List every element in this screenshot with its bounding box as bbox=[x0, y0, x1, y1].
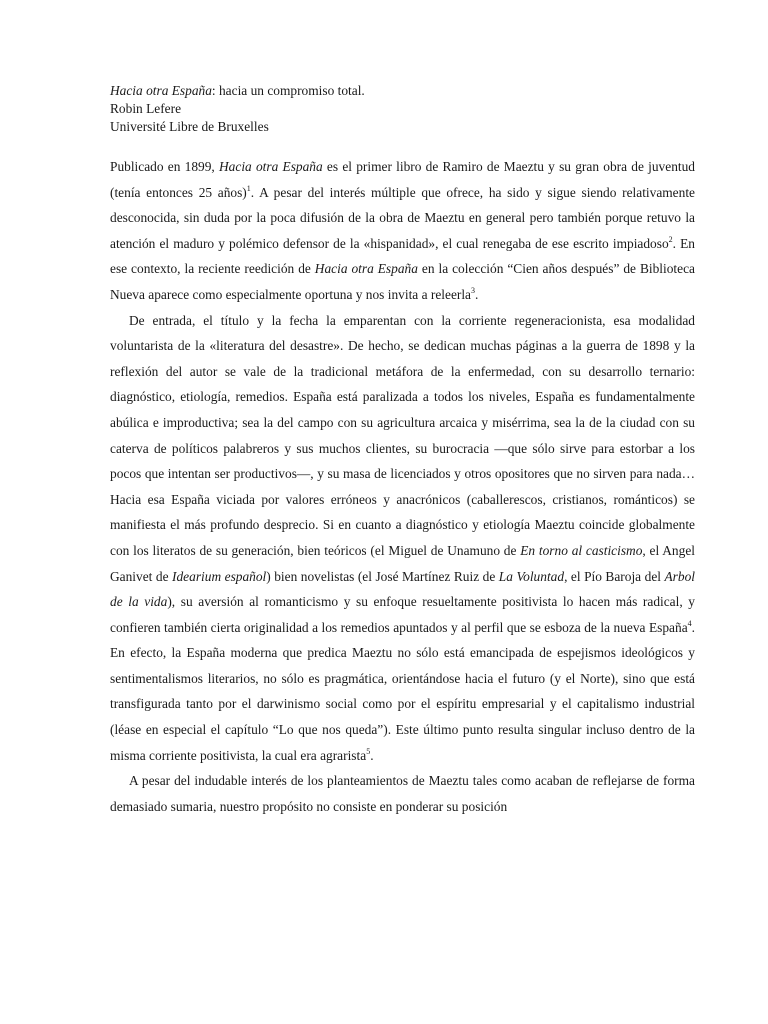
article-title-rest: : hacia un compromiso total. bbox=[211, 83, 365, 98]
text-run: . bbox=[475, 286, 479, 302]
italic-text: En torno al casticismo bbox=[520, 542, 643, 558]
text-run: ) bien novelistas (el José Martínez Ruiz de bbox=[266, 568, 499, 584]
article-title-italic: Hacia otra España bbox=[110, 83, 212, 98]
italic-text: Arbol de la vida bbox=[110, 568, 695, 610]
footnote-reference: 2 bbox=[668, 234, 673, 244]
text-run: , el Angel Ganivet de bbox=[110, 542, 695, 584]
footnote-reference: 4 bbox=[687, 618, 692, 628]
text-run: . A pesar del interés múltiple que ofrece, ha sido y sigue siendo relativamente desconocida, sin duda por la poca difusión de la obra de Maeztu en general pero también porque retuvo la atención el maduro y polémico defensor de la «hispanidad», el cual renegaba de ese escrito impiadoso bbox=[110, 184, 695, 251]
text-run: . En ese contexto, la reciente reedición de bbox=[110, 235, 695, 277]
italic-text: Idearium español bbox=[172, 568, 267, 584]
document-body bbox=[110, 154, 695, 819]
text-run: es el primer libro de Ramiro de Maeztu y su gran obra de juventud (tenía entonces 25 años) bbox=[110, 159, 695, 200]
footnote-reference: 1 bbox=[246, 183, 251, 193]
italic-text: La Voluntad bbox=[498, 568, 565, 584]
text-run: . En efecto, la España moderna que predica Maeztu no sólo está emancipada de espejismos ideológicos y sentimentalismos literarios, no sólo es pragmática, orientándose hacia el futuro (y el Norte), sino que está transfigurada tanto por el darwinismo social como por el espíritu empresarial y el capitalismo industrial (léase en especial el capítulo “Lo que nos queda”). Este último punto resulta singular incluso dentro de la misma corriente positivista, la cual era agrarista bbox=[110, 619, 695, 763]
text-run: A pesar del indudable interés de los planteamientos de Maeztu tales como acaban de reflejarse de forma demasiado sumaria, nuestro propósito no consiste en ponderar su posición bbox=[110, 773, 695, 814]
article-title bbox=[110, 82, 695, 100]
body-paragraph bbox=[110, 768, 695, 819]
text-run: De entrada, el título y la fecha la emparentan con la corriente regeneracionista, esa modalidad voluntarista de la «literatura del desastre». De hecho, se dedican muchas páginas a la guerra de 1898 y la reflexión del autor se vale de la tradicional metáfora de la enfermedad, con su desarrollo ternario: diagnóstico, etiología, remedios. España está paralizada a todos los niveles, España es fundamentalmente abúlica e improductiva; sea la del campo con su agricultura arcaica y misérrima, sea la de la ciudad con su caterva de políticos palabreros y sus muchos clientes, su burocracia —que sólo sirve para estorbar a los pocos que intentan ser productivos—, y su masa de licenciados y otros opositores que no sirven para nada… Hacia esa España viciada por valores erróneos y anacrónicos (caballerescos, cristianos, románticos) se manifiesta el más profundo desprecio. Si en cuanto a diagnóstico y etiología Maeztu coincide globalmente con los literatos de su generación, bien teóricos (el Miguel de Unamuno de bbox=[110, 312, 695, 558]
italic-text: Hacia otra España bbox=[314, 261, 418, 277]
text-run: Publicado en 1899, bbox=[110, 159, 220, 174]
text-run: en la colección “Cien años después” de Biblioteca Nueva aparece como especialmente oportuna y nos invita a releerla bbox=[110, 261, 695, 302]
body-paragraph bbox=[110, 308, 695, 769]
footnote-reference: 5 bbox=[366, 746, 371, 756]
document-header bbox=[110, 82, 695, 136]
italic-text: Hacia otra España bbox=[219, 159, 323, 174]
footnote-reference: 3 bbox=[471, 285, 476, 295]
author-affiliation: Université Libre de Bruxelles bbox=[110, 119, 269, 134]
text-run: , el Pío Baroja del bbox=[564, 568, 665, 584]
author-name: Robin Lefere bbox=[110, 101, 182, 116]
text-run: . bbox=[370, 747, 374, 763]
body-paragraph bbox=[110, 154, 695, 308]
text-run: ), su aversión al romanticismo y su enfoque resueltamente positivista lo hacen más radical, y confieren también cierta originalidad a los remedios apuntados y al perfil que se esboza de la nueva España bbox=[110, 594, 695, 635]
